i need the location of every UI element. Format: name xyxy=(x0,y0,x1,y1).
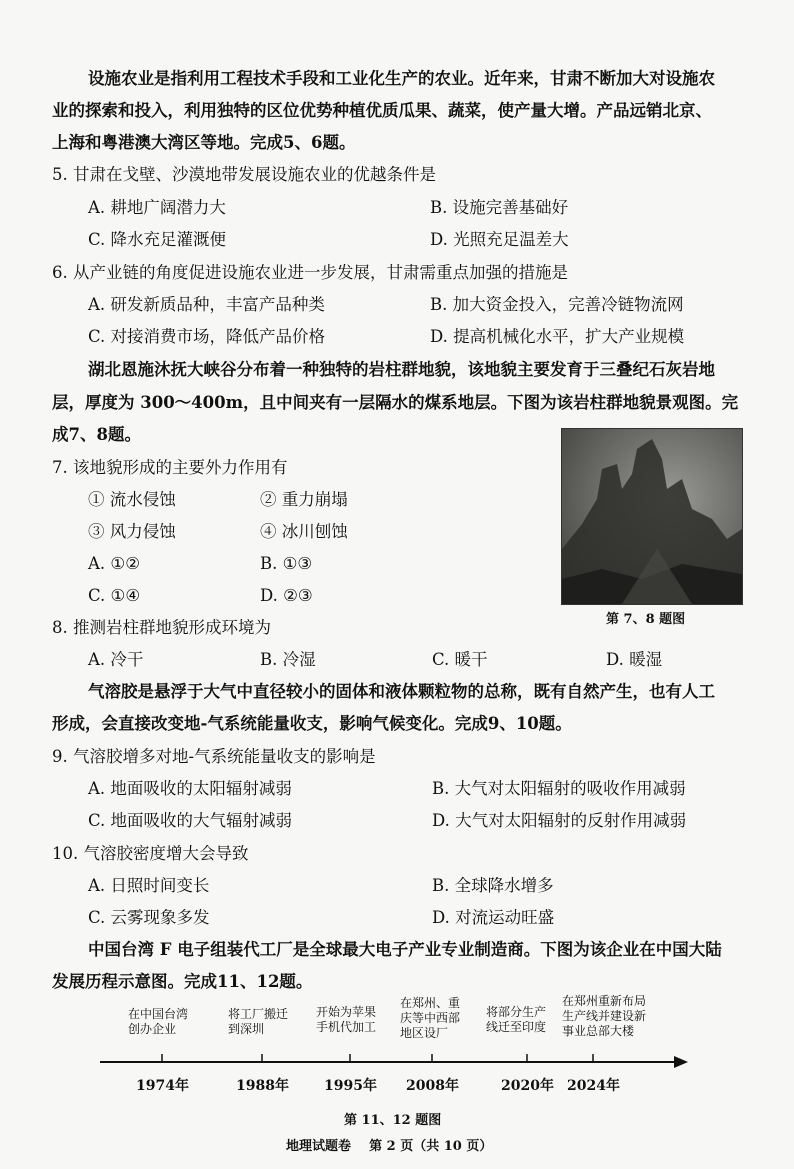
q7-option-b: B. ①③ xyxy=(260,554,313,573)
q5-option-b: B. 设施完善基础好 xyxy=(430,198,569,217)
timeline-caption: 第 11、12 题图 xyxy=(344,1113,442,1128)
q9-stem: 9. 气溶胶增多对地-气系统能量收支的影响是 xyxy=(52,747,376,766)
intro2-line2: 层，厚度为 300～400m，且中间夹有一层隔水的煤系地层。下图为该岩柱群地貌景观图。完 xyxy=(52,393,739,412)
q6-option-a: A. 研发新质品种，丰富产品种类 xyxy=(88,295,325,314)
q7-option-a: A. ①② xyxy=(88,554,140,573)
q8-option-c: C. 暖干 xyxy=(432,650,488,669)
q6-option-d: D. 提高机械化水平，扩大产业规模 xyxy=(430,327,685,346)
rock-pillar-landscape-photo xyxy=(561,428,743,605)
intro3-line1: 气溶胶是悬浮于大气中直径较小的固体和液体颗粒物的总称，既有自然产生，也有人工 xyxy=(88,682,715,701)
timeline-axis xyxy=(0,1040,794,1120)
q5-option-a: A. 耕地广阔潜力大 xyxy=(88,198,226,217)
q7-item-1: ① 流水侵蚀 xyxy=(88,490,176,509)
timeline-year-6: 2024年 xyxy=(567,1078,620,1094)
timeline-year-5: 2020年 xyxy=(501,1078,554,1094)
intro1-line2: 业的探索和投入，利用独特的区位优势种植优质瓜果、蔬菜，使产量大增。产品远销北京、 xyxy=(52,101,712,120)
q9-option-c: C. 地面吸收的大气辐射减弱 xyxy=(88,811,293,830)
q9-option-b: B. 大气对太阳辐射的吸收作用减弱 xyxy=(432,779,686,798)
q7-option-c: C. ①④ xyxy=(88,586,141,605)
q8-option-a: A. 冷干 xyxy=(88,650,144,669)
timeline-year-4: 2008年 xyxy=(406,1078,459,1094)
q7-option-d: D. ②③ xyxy=(260,586,313,605)
q8-option-d: D. 暖湿 xyxy=(606,650,663,669)
q5-option-d: D. 光照充足温差大 xyxy=(430,230,569,249)
q10-stem: 10. 气溶胶密度增大会导致 xyxy=(52,844,249,863)
intro2-line1: 湖北恩施沐抚大峡谷分布着一种独特的岩柱群地貌，该地貌主要发育于三叠纪石灰岩地 xyxy=(88,360,715,379)
q9-option-a: A. 地面吸收的太阳辐射减弱 xyxy=(88,779,292,798)
intro4-line1: 中国台湾 F 电子组装代工厂是全球最大电子产业专业制造商。下图为该企业在中国大陆 xyxy=(88,940,722,959)
q7-item-2: ② 重力崩塌 xyxy=(260,490,348,509)
timeline-event-4-label: 在郑州、重 庆等中西部 地区设厂 xyxy=(400,996,461,1040)
photo-caption: 第 7、8 题图 xyxy=(606,612,686,627)
timeline-year-2: 1988年 xyxy=(236,1078,289,1094)
intro1-line1: 设施农业是指利用工程技术手段和工业化生产的农业。近年来，甘肃不断加大对设施农 xyxy=(88,69,715,88)
q5-stem: 5. 甘肃在戈壁、沙漠地带发展设施农业的优越条件是 xyxy=(52,165,436,184)
timeline-year-3: 1995年 xyxy=(324,1078,377,1094)
q10-option-a: A. 日照时间变长 xyxy=(88,876,210,895)
q10-option-b: B. 全球降水增多 xyxy=(432,876,554,895)
timeline-year-1: 1974年 xyxy=(136,1078,189,1094)
page-footer: 地理试题卷 第 2 页（共 10 页） xyxy=(286,1139,493,1154)
q5-option-c: C. 降水充足灌溉便 xyxy=(88,230,227,249)
q8-stem: 8. 推测岩柱群地貌形成环境为 xyxy=(52,618,271,637)
q6-option-b: B. 加大资金投入，完善冷链物流网 xyxy=(430,295,684,314)
q6-option-c: C. 对接消费市场，降低产品价格 xyxy=(88,327,326,346)
q9-option-d: D. 大气对太阳辐射的反射作用减弱 xyxy=(432,811,687,830)
q7-item-4: ④ 冰川刨蚀 xyxy=(260,522,348,541)
intro4-line2: 发展历程示意图。完成11、12题。 xyxy=(52,972,313,991)
q8-option-b: B. 冷湿 xyxy=(260,650,316,669)
q10-option-c: C. 云雾现象多发 xyxy=(88,908,210,927)
q7-item-3: ③ 风力侵蚀 xyxy=(88,522,176,541)
timeline-event-2-label: 将工厂搬迁 到深圳 xyxy=(228,1007,289,1036)
intro2-line3: 成7、8题。 xyxy=(52,425,141,444)
timeline-event-3-label: 开始为苹果 手机代加工 xyxy=(316,1005,377,1034)
timeline-event-6-label: 在郑州重新布局 生产线并建设新 事业总部大楼 xyxy=(562,994,647,1038)
q6-stem: 6. 从产业链的角度促进设施农业进一步发展，甘肃需重点加强的措施是 xyxy=(52,263,568,282)
q7-stem: 7. 该地貌形成的主要外力作用有 xyxy=(52,458,288,477)
intro3-line2: 形成，会直接改变地-气系统能量收支，影响气候变化。完成9、10题。 xyxy=(52,714,572,733)
q10-option-d: D. 对流运动旺盛 xyxy=(432,908,555,927)
intro1-line3: 上海和粤港澳大湾区等地。完成5、6题。 xyxy=(52,133,356,152)
timeline-event-1-label: 在中国台湾 创办企业 xyxy=(128,1007,189,1036)
timeline-event-5-label: 将部分生产 线迁至印度 xyxy=(486,1005,547,1034)
